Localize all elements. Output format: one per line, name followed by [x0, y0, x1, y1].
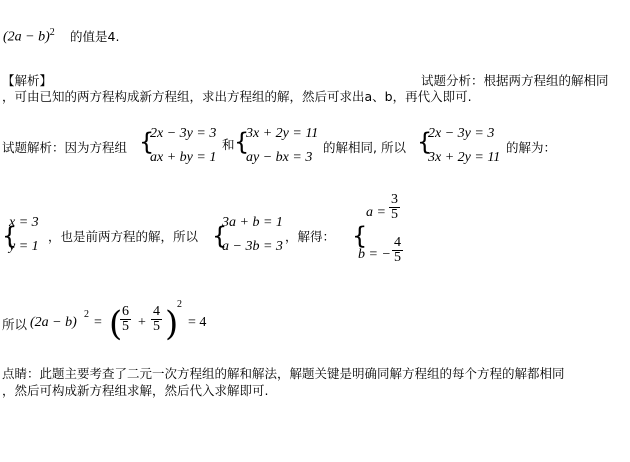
problem-exponent: 2	[49, 27, 55, 38]
fraction-1-denominator: 5	[122, 319, 129, 334]
problem-statement: 的值是4.	[70, 29, 120, 44]
final-result: = 4	[188, 315, 207, 330]
ab-eq1: 3a + b = 1	[222, 215, 283, 230]
comment-line-1: 点睛：此题主要考查了二元一次方程组的解和解法，解题关键是明确同解方程组的每个方程的解都相同	[2, 366, 565, 381]
solve-text: ，解得：	[285, 229, 336, 244]
final-so: 所以	[2, 317, 28, 332]
solution-x: x = 3	[9, 215, 39, 230]
fraction-2	[151, 305, 162, 334]
system3-eq1: 2x − 3y = 3	[428, 126, 495, 141]
outer-exponent: 2	[177, 299, 182, 310]
ab-system-brace: {	[212, 222, 228, 250]
b-numerator: 4	[394, 235, 401, 250]
final-eq: =	[94, 315, 102, 330]
final-expr-base: (2a − b)	[30, 315, 77, 330]
system3-eq2: 3x + 2y = 11	[428, 150, 501, 165]
fraction-2-numerator: 4	[153, 304, 160, 319]
comment-line-2: ，然后可构成新方程组求解，然后代入求解即可.	[2, 383, 269, 398]
fraction-1-numerator: 6	[122, 304, 129, 319]
fraction-2-denominator: 5	[153, 319, 160, 334]
right-paren: )	[165, 304, 179, 344]
b-fraction	[392, 236, 403, 265]
system1-eq1: 2x − 3y = 3	[150, 126, 217, 141]
analysis-header: 【解析】	[2, 73, 53, 88]
fraction-1	[120, 305, 131, 334]
problem-base: (2a − b)	[3, 29, 50, 45]
problem-expression	[3, 28, 55, 45]
system2-eq1: 3x + 2y = 11	[246, 126, 319, 141]
solution-brace: {	[2, 222, 18, 250]
same-solution-text: 的解相同, 所以	[323, 140, 406, 155]
and-text: 和	[222, 137, 235, 152]
final-expr-exponent: 2	[84, 309, 89, 320]
system1-eq2: ax + by = 1	[150, 150, 217, 165]
ab-eq2: a − 3b = 3	[222, 239, 283, 254]
solution-intro: 试题解析：因为方程组	[2, 140, 128, 155]
system1-brace: {	[139, 128, 155, 156]
solution-is-text: 的解为：	[506, 140, 557, 155]
analysis-summary: ，可由已知的两方程构成新方程组，求出方程组的解，然后可求出a、b，再代入即可.	[2, 89, 472, 104]
a-fraction	[389, 193, 400, 222]
left-paren: (	[109, 304, 123, 344]
plus-sign: +	[138, 315, 146, 330]
system2-brace: {	[234, 128, 250, 156]
b-denominator: 5	[394, 250, 401, 265]
ab-solution-brace: {	[352, 222, 368, 250]
solution-y: y = 1	[9, 239, 39, 254]
system2-eq2: ay − bx = 3	[246, 150, 313, 165]
b-lhs: b = −	[358, 247, 391, 262]
a-denominator: 5	[391, 207, 398, 222]
analysis-summary-lead: 试题分析：根据两方程组的解相同	[421, 73, 609, 88]
system3-brace: {	[417, 128, 433, 156]
step2-comment: ，也是前两方程的解，所以	[48, 229, 199, 244]
a-numerator: 3	[391, 192, 398, 207]
a-lhs: a =	[366, 205, 386, 220]
